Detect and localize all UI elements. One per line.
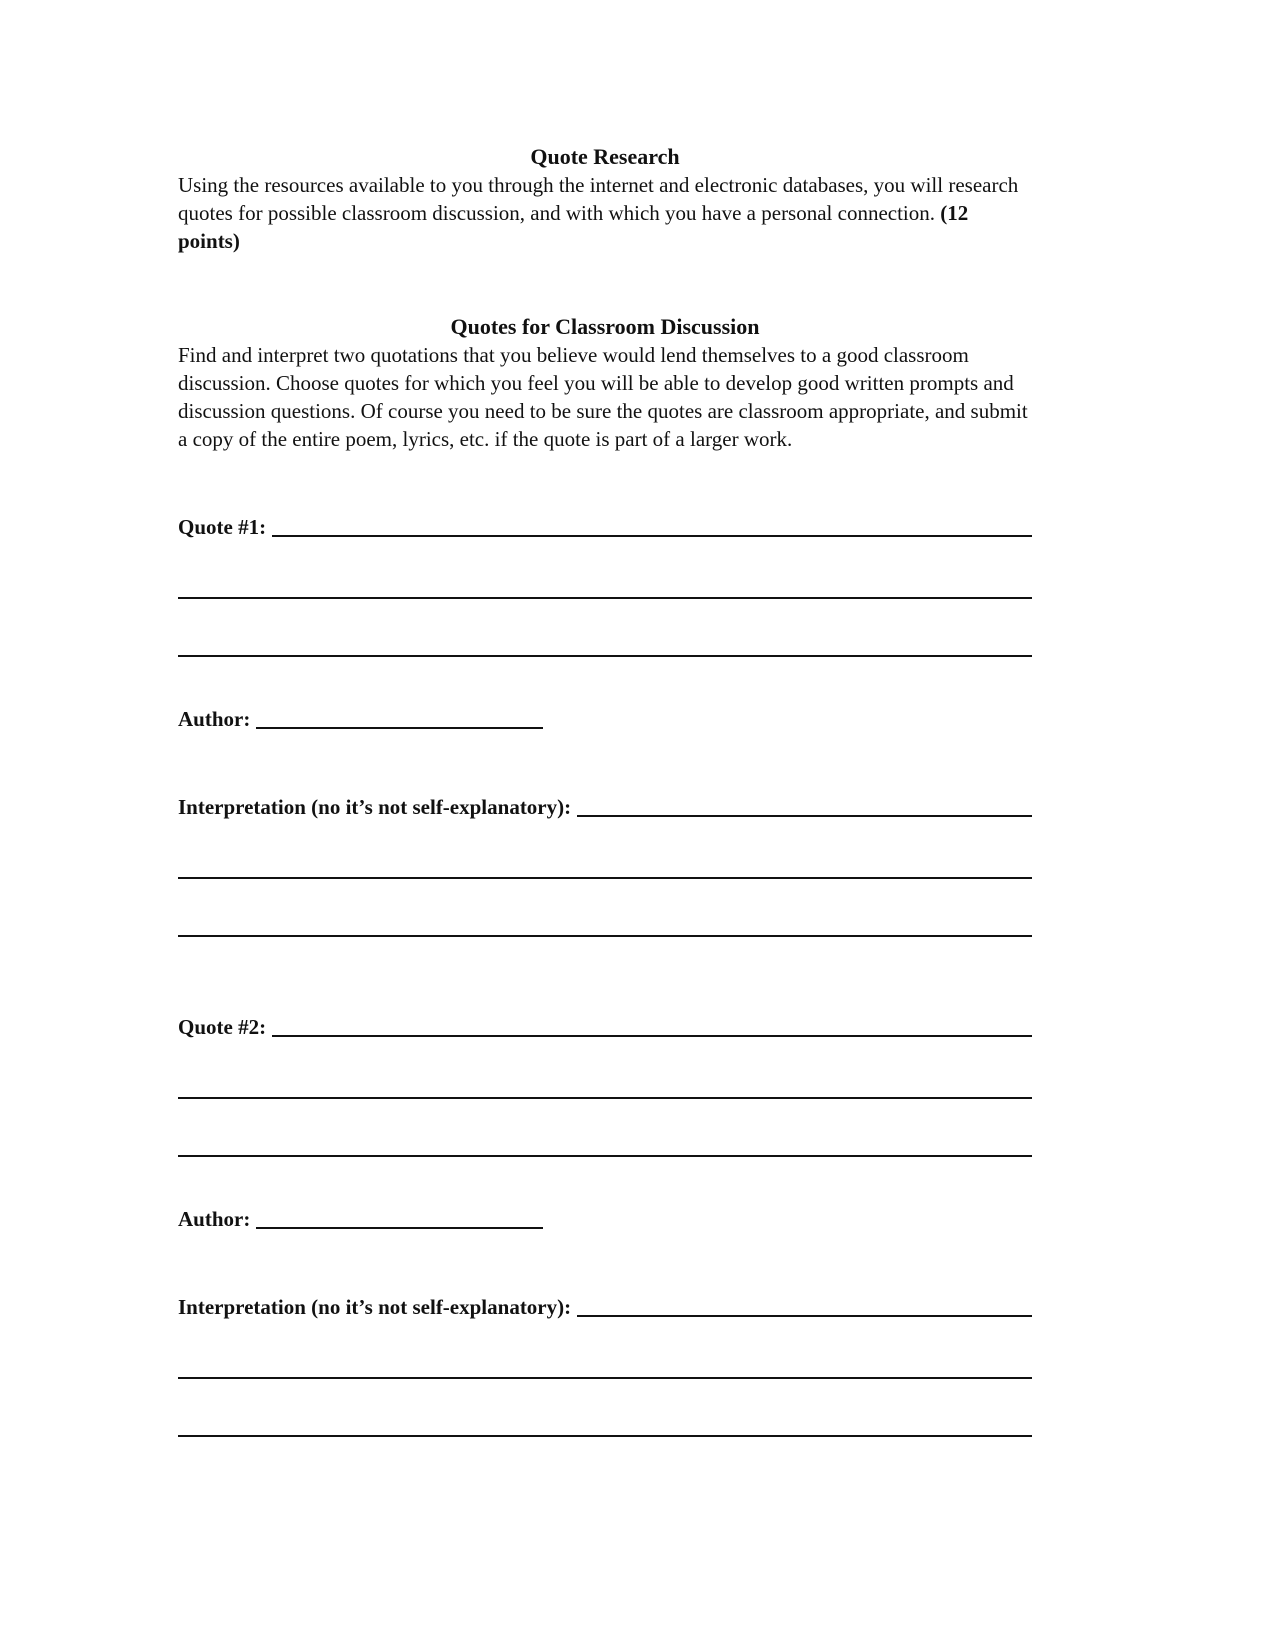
page-title: Quote Research xyxy=(530,144,680,169)
intro-text: Using the resources available to you through the internet and electronic databases, you will research quotes for possible classroom discussion, and with which you have a personal connection. xyxy=(178,173,1019,225)
quote2-blank-line-2 xyxy=(178,1155,1032,1157)
quote1-interpretation-label: Interpretation (no it’s not self-explanatory): xyxy=(178,795,572,819)
quote1-blank-line-2 xyxy=(178,655,1032,657)
quote2-label: Quote #2: xyxy=(178,1015,267,1039)
quote2-interpretation-fill-line xyxy=(577,1289,1032,1317)
quote2-author-row xyxy=(178,1201,1032,1233)
quote1-interpretation-row xyxy=(178,789,1032,821)
quote1-interpretation-fill-line xyxy=(577,789,1032,817)
quote1-row xyxy=(178,509,1032,541)
intro-paragraph xyxy=(178,171,1032,255)
quote2-author-label: Author: xyxy=(178,1207,251,1231)
quote1-author-fill-line xyxy=(256,701,543,729)
quote1-blank-line-1 xyxy=(178,597,1032,599)
section-instructions: Find and interpret two quotations that you believe would lend themselves to a good classroom discussion. Choose quotes for which you feel you will be able to develop good written prompts and discussion questions. Of course you need to be sure the quotes are classroom appropriate, and submit a copy of the entire poem, lyrics, etc. if the quote is part of a larger work. xyxy=(178,343,1028,451)
quote1-author-row xyxy=(178,701,1032,733)
quote2-interpretation-blank-line-2 xyxy=(178,1435,1032,1437)
quote2-interpretation-row xyxy=(178,1289,1032,1321)
quote2-interpretation-label: Interpretation (no it’s not self-explanatory): xyxy=(178,1295,572,1319)
quote1-author-label: Author: xyxy=(178,707,251,731)
quote2-blank-line-1 xyxy=(178,1097,1032,1099)
quote2-author-fill-line xyxy=(256,1201,543,1229)
quote1-interpretation-blank-line-1 xyxy=(178,877,1032,879)
worksheet-page xyxy=(178,143,1032,1437)
quote1-label: Quote #1: xyxy=(178,515,267,539)
quote1-fill-line xyxy=(272,509,1032,537)
quote1-interpretation-blank-line-2 xyxy=(178,935,1032,937)
quote2-fill-line xyxy=(272,1009,1032,1037)
section-title: Quotes for Classroom Discussion xyxy=(450,314,760,339)
points-value: (12 points) xyxy=(178,201,969,253)
quote2-interpretation-blank-line-1 xyxy=(178,1377,1032,1379)
quote2-row xyxy=(178,1009,1032,1041)
